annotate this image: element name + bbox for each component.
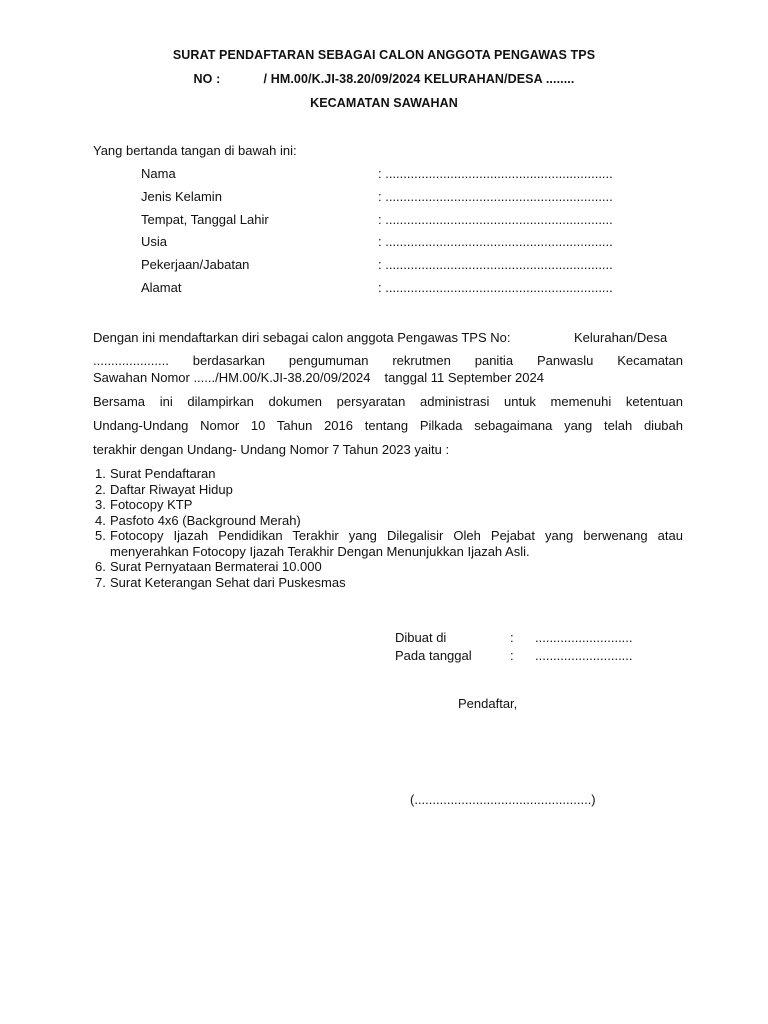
list-item: [93, 559, 683, 575]
field-row-usia: [141, 234, 621, 257]
field-label: Jenis Kelamin: [141, 188, 222, 204]
field-row-nama: [141, 166, 621, 189]
document-number-line: [0, 72, 768, 86]
field-value: : ...............................................................: [378, 257, 613, 273]
pada-tanggal-label: Pada tanggal: [395, 648, 472, 663]
list-item-number: 1.: [95, 466, 106, 481]
list-item: [93, 497, 683, 513]
list-item-text: Fotocopy Ijazah Pendidikan Terakhir yang Dilegalisir Oleh Pejabat yang berwenang atau menyerahkan Fotocopy Ijazah Terakhir Dengan Menunjukkan Ijazah Asli.: [110, 528, 683, 559]
list-item-text: Surat Keterangan Sehat dari Puskesmas: [110, 574, 346, 590]
list-item-number: 7.: [95, 574, 106, 590]
list-item: [93, 513, 683, 529]
announcement-line: ..................... berdasarkan pengumuman rekrutmen panitia Panwaslu Kecamatan: [93, 353, 683, 368]
list-item: [93, 575, 683, 591]
dibuat-di-colon: :: [510, 630, 514, 645]
intro-text: Yang bertanda tangan di bawah ini:: [93, 143, 297, 158]
list-item-text: Surat Pendaftaran: [110, 466, 216, 481]
field-label: Alamat: [141, 279, 182, 295]
list-item-number: 2.: [95, 481, 106, 497]
field-value: : ...............................................................: [378, 188, 613, 204]
field-value: : ...............................................................: [378, 166, 613, 181]
dibuat-di-row: [395, 630, 655, 648]
kecamatan-heading: KECAMATAN SAWAHAN: [310, 96, 458, 110]
kelurahan-label: Kelurahan/Desa: [574, 330, 668, 345]
list-item-number: 4.: [95, 512, 106, 528]
pada-tanggal-row: [395, 648, 655, 666]
registration-statement: [93, 330, 683, 345]
list-item-text: Pasfoto 4x6 (Background Merah): [110, 512, 301, 528]
list-item: [93, 466, 683, 482]
registration-statement-text: Dengan ini mendaftarkan diri sebagai calon anggota Pengawas TPS No:: [93, 330, 511, 345]
identity-fields: [141, 166, 621, 303]
signature-meta: [395, 630, 655, 666]
field-label: Usia: [141, 234, 168, 250]
attachment-line-2: Undang-Undang Nomor 10 Tahun 2016 tentang Pilkada sebagaimana yang telah diubah: [93, 418, 683, 433]
field-label: Nama: [141, 166, 176, 181]
field-value: : ...............................................................: [378, 211, 613, 227]
announcement-number: Sawahan Nomor ....../HM.00/K.JI-38.20/09/2024: [93, 370, 371, 385]
list-item: [93, 482, 683, 498]
pendaftar-label: Pendaftar,: [458, 696, 518, 711]
list-item: [93, 528, 683, 559]
list-item-text: Daftar Riwayat Hidup: [110, 481, 233, 497]
signature-line: (.................................................): [410, 792, 596, 807]
list-item-text: Surat Pernyataan Bermaterai 10.000: [110, 559, 322, 574]
field-row-jenis-kelamin: [141, 189, 621, 212]
announcement-date: tanggal 11 September 2024: [384, 370, 544, 385]
requirements-list: [93, 466, 683, 590]
field-row-alamat: [141, 280, 621, 303]
pada-tanggal-colon: :: [510, 648, 514, 663]
attachment-line-3: terakhir dengan Undang- Undang Nomor 7 Tahun 2023 yaitu :: [93, 442, 450, 457]
list-item-text: Fotocopy KTP: [110, 497, 193, 512]
list-item-number: 6.: [95, 559, 106, 574]
field-label: Tempat, Tanggal Lahir: [141, 211, 269, 227]
list-item-number: 5.: [95, 528, 106, 543]
dibuat-di-value: ...........................: [535, 630, 633, 645]
attachment-line-1: Bersama ini dilampirkan dokumen persyaratan administrasi untuk memenuhi ketentuan: [93, 394, 683, 409]
field-row-pekerjaan: [141, 257, 621, 280]
list-item-number: 3.: [95, 497, 106, 512]
number-value: / HM.00/K.JI-38.20/09/2024 KELURAHAN/DESA ........: [263, 72, 575, 86]
field-value: : ...............................................................: [378, 234, 613, 250]
dibuat-di-label: Dibuat di: [395, 630, 447, 645]
number-label: NO :: [193, 72, 221, 86]
pada-tanggal-value: ...........................: [535, 648, 633, 663]
field-label: Pekerjaan/Jabatan: [141, 257, 250, 273]
document-title: SURAT PENDAFTARAN SEBAGAI CALON ANGGOTA PENGAWAS TPS: [172, 48, 596, 62]
field-row-tempat-tanggal-lahir: [141, 212, 621, 235]
field-value: : ...............................................................: [378, 279, 613, 295]
announcement-number-line: [93, 370, 683, 385]
